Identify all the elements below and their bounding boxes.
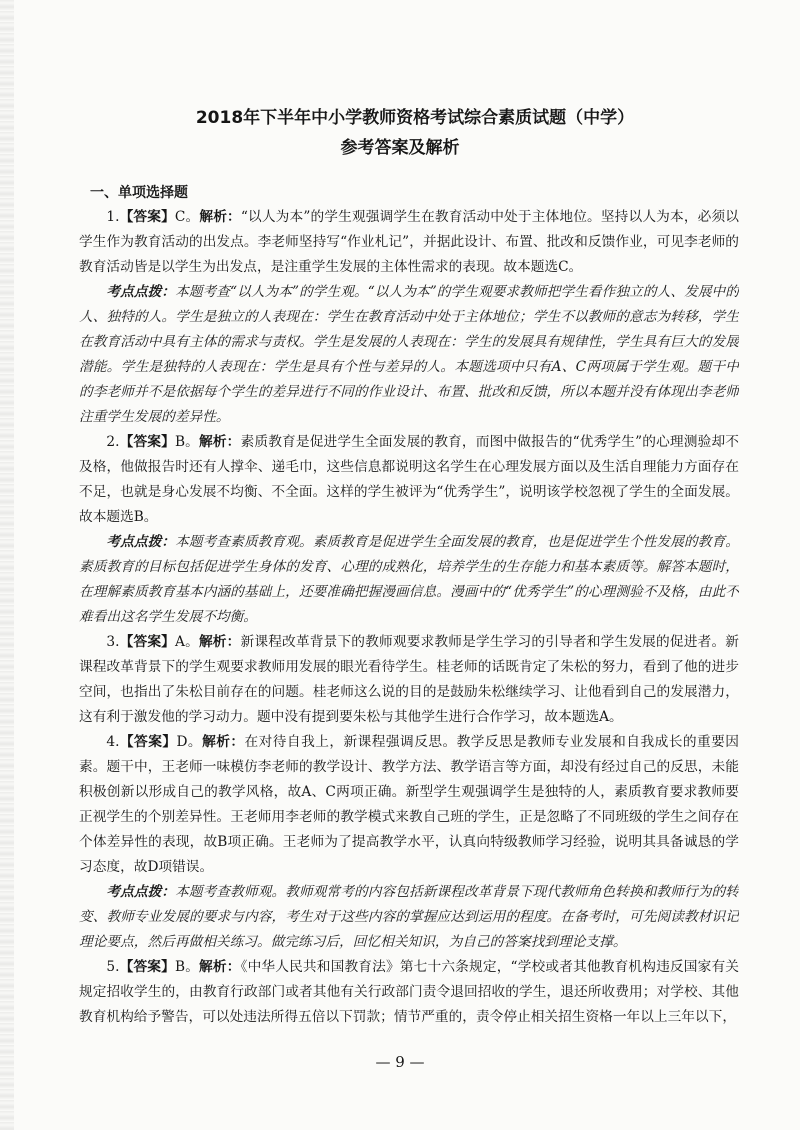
item-number: 5.	[106, 959, 120, 975]
analysis-text: 在对待自我上，新课程强调反思。教学反思是教师专业发展和自我成长的重要因素。题干中，王老师一味模仿李老师的教学设计、教学方法、教学语言等方面，却没有经过自己的反思，未能积极创新以形成自己的教学风格，故A、C两项正确。新型学生观强调学生是独特的人，素质教育要求教师要正视学生的个别差异性。王老师用李老师的教学模式来教自己班的学生，正是忽略了不同班级的学生之间存在个体差异性的表现，故B项正确。王老师为了提高教学水平，认真向特级教师学习经验，说明其具备诚恳的学习态度，故D项错误。	[79, 734, 739, 875]
answer-item-3	[79, 630, 739, 730]
answer-choice: C。	[174, 209, 200, 225]
answer-choice: A。	[175, 634, 199, 650]
analysis-label: 解析：	[199, 959, 241, 975]
analysis-label: 解析：	[198, 634, 241, 650]
tip-text: 本题考查“以人为本”的学生观。“以人为本”的学生观要求教师把学生看作独立的人、发展中的人、独特的人。学生是独立的人表现在：学生在教育活动中处于主体地位；学生不以教师的意志为转移，学生在教育活动中具有主体的需求与责权。学生是发展的人表现在：学生的发展具有规律性，学生具有巨大的发展潜能。学生是独特的人表现在：学生是具有个性与差异的人。本题选项中只有A、C两项属于学生观。题干中的李老师并不是依据每个学生的差异进行不同的作业设计、布置、批改和反馈，所以本题并没有体现出李老师注重学生发展的差异性。	[79, 284, 739, 425]
answer-label: 【答案】	[119, 959, 175, 975]
page-subtitle: 参考答案及解析	[340, 138, 460, 158]
tip-4	[79, 880, 739, 955]
page-title: 2018年下半年中小学教师资格考试综合素质试题（中学）	[195, 108, 635, 128]
analysis-label: 解析：	[199, 434, 241, 450]
answer-item-2	[79, 430, 739, 530]
answer-label: 【答案】	[119, 209, 175, 225]
answer-item-1	[79, 205, 739, 280]
tip-text: 本题考查素质教育观。素质教育是促进学生全面发展的教育，也是促进学生个性发展的教育。素质教育的目标包括促进学生身体的发育、心理的成熟化，培养学生的生存能力和基本素质等。解答本题时，在理解素质教育基本内涵的基础上，还要准确把握漫画信息。漫画中的“优秀学生”的心理测验不及格，由此不难看出这名学生发展不均衡。	[79, 534, 739, 625]
tip-label: 考点点拨：	[106, 284, 176, 300]
answer-item-5	[79, 955, 739, 1030]
answer-list	[79, 205, 739, 1045]
item-number: 1.	[106, 209, 120, 225]
page-number: — 9 —	[375, 1053, 425, 1071]
analysis-text: 新课程改革背景下的教师观要求教师是学生学习的引导者和学生发展的促进者。新课程改革背景下的学生观要求教师用发展的眼光看待学生。桂老师的话既肯定了朱松的努力，看到了他的进步空间，也指出了朱松目前存在的问题。桂老师这么说的目的是鼓励朱松继续学习、让他看到自己的发展潜力，这有利于激发他的学习动力。题中没有提到要朱松与其他学生进行合作学习，故本题选A。	[79, 634, 739, 725]
analysis-text: 《中华人民共和国教育法》第七十六条规定，“学校或者其他教育机构违反国家有关规定招收学生的，由教育行政部门或者其他有关行政部门责令退回招收的学生，退还所收费用；对学校、其他教育机构给予警告，可以处违法所得五倍以下罚款；情节严重的，责令停止相关招生资格一年以上三年以下，	[79, 959, 739, 1025]
item-number: 2.	[106, 434, 120, 450]
tip-1	[79, 280, 739, 430]
tip-label: 考点点拨：	[106, 534, 176, 550]
analysis-text: “以人为本”的学生观强调学生在教育活动中处于主体地位。坚持以人为本，必须以学生作为教育活动的出发点。李老师坚持写“作业札记”，并据此设计、布置、批改和反馈作业，可见李老师的教育活动皆是以学生为出发点，是注重学生发展的主体性需求的表现。故本题选C。	[79, 209, 739, 275]
item-number: 3.	[106, 634, 120, 650]
answer-choice: B。	[174, 959, 200, 975]
answer-choice: B。	[174, 434, 199, 450]
answer-label: 【答案】	[119, 434, 175, 450]
answer-label: 【答案】	[119, 634, 176, 650]
analysis-text: 素质教育是促进学生全面发展的教育，而图中做报告的“优秀学生”的心理测验却不及格，他做报告时还有人撑伞、递毛巾，这些信息都说明这名学生在心理发展方面以及生活自理能力方面存在不足，也就是身心发展不均衡、不全面。这样的学生被评为“优秀学生”，说明该学校忽视了学生的全面发展。故本题选B。	[79, 434, 739, 525]
analysis-label: 解析：	[202, 734, 245, 750]
tip-text: 本题考查教师观。教师观常考的内容包括新课程改革背景下现代教师角色转换和教师行为的转变、教师专业发展的要求与内容，考生对于这些内容的掌握应达到运用的程度。在备考时，可先阅读教材识记理论要点，然后再做相关练习。做完练习后，回忆相关知识，为自己的答案找到理论支撑。	[79, 884, 739, 950]
item-number: 4.	[106, 734, 120, 750]
tip-2	[79, 530, 739, 630]
section-heading: 一、单项选择题	[90, 185, 188, 201]
scan-edge-noise	[0, 0, 14, 1130]
answer-label: 【答案】	[119, 734, 177, 750]
answer-choice: D。	[176, 734, 203, 750]
analysis-label: 解析：	[199, 209, 241, 225]
answer-item-4	[79, 730, 739, 880]
tip-label: 考点点拨：	[106, 884, 176, 900]
